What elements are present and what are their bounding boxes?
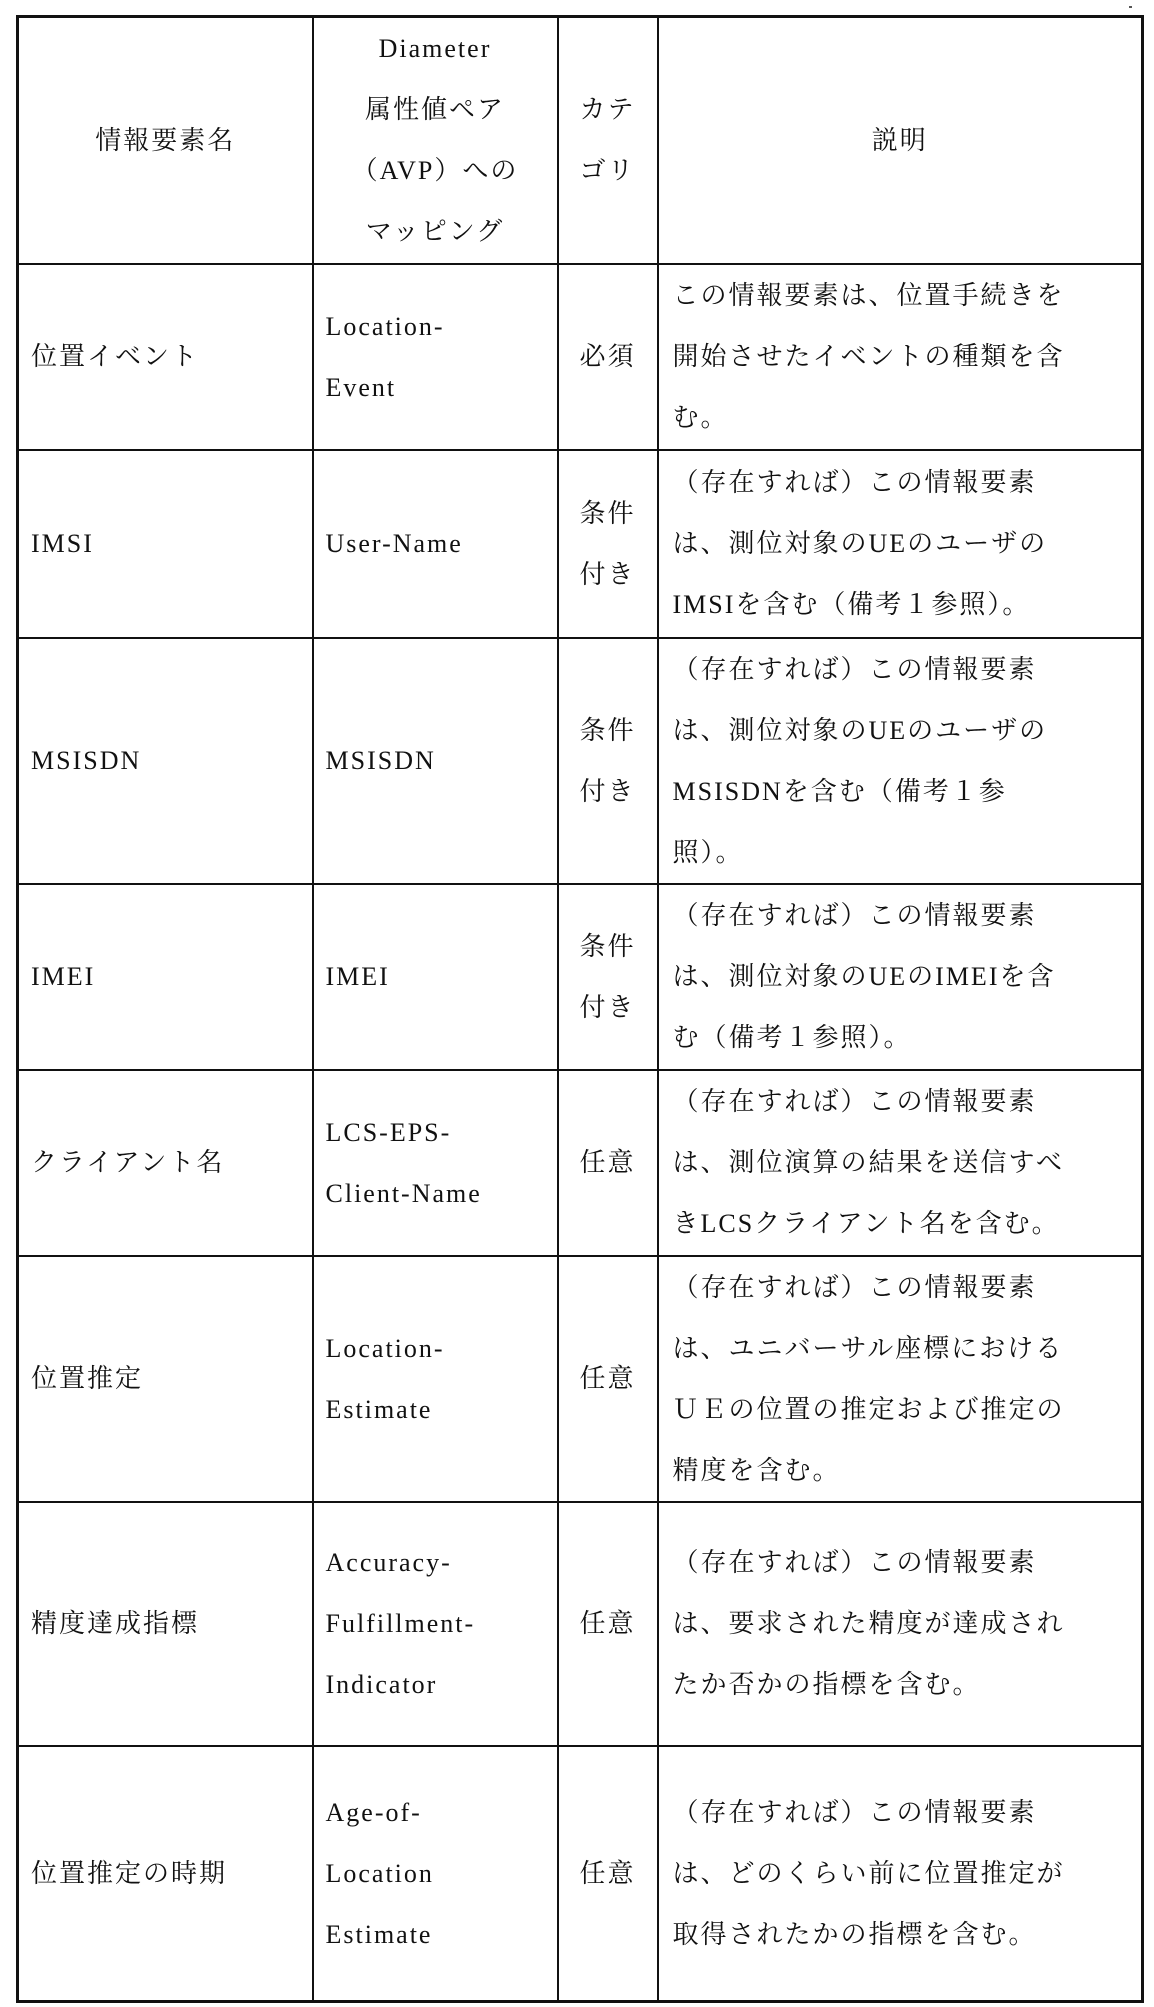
avp-mapping-cell	[313, 638, 558, 884]
category-cell	[558, 264, 658, 450]
avp-mapping-cell	[313, 1070, 558, 1256]
description-cell-line: は、測位対象のUEのユーザの	[673, 700, 1128, 761]
description-cell	[658, 1256, 1143, 1502]
category-cell-line: 条件	[563, 916, 653, 977]
element-name-cell-line: 位置推定	[31, 1348, 300, 1409]
description-cell-line: IMSIを含む（備考１参照）。	[673, 574, 1128, 635]
description-cell-line: む（備考１参照）。	[673, 1007, 1128, 1068]
element-name-cell	[18, 638, 313, 884]
category-cell-line: 任意	[563, 1843, 653, 1904]
element-name-cell-line: 位置推定の時期	[31, 1843, 300, 1904]
category-cell-line: ゴリ	[563, 140, 653, 201]
avp-mapping-cell-line: IMEI	[326, 946, 545, 1007]
description-cell-line: は、ユニバーサル座標における	[673, 1318, 1128, 1379]
category-cell	[558, 638, 658, 884]
table-row	[18, 1502, 1143, 1746]
description-cell-line: は、測位対象のUEのIMEIを含	[673, 946, 1128, 1007]
avp-mapping-cell-line: Age-of-	[326, 1782, 545, 1843]
avp-mapping-cell-line: マッピング	[326, 201, 545, 262]
description-cell-line: （存在すれば）この情報要素	[673, 1071, 1128, 1132]
description-cell-line: は、要求された精度が達成され	[673, 1593, 1128, 1654]
description-cell	[658, 264, 1143, 450]
description-cell-line: MSISDNを含む（備考１参	[673, 761, 1128, 822]
category-cell-line: 任意	[563, 1132, 653, 1193]
element-name-cell-line: クライアント名	[31, 1132, 300, 1193]
category-cell	[558, 17, 658, 264]
information-element-table	[16, 15, 1144, 2003]
description-cell	[658, 1746, 1143, 2002]
avp-mapping-cell-line: User-Name	[326, 513, 545, 574]
avp-mapping-cell	[313, 264, 558, 450]
avp-mapping-cell	[313, 1502, 558, 1746]
table-row	[18, 264, 1143, 450]
category-cell	[558, 1256, 658, 1502]
description-cell-line: は、測位対象のUEのユーザの	[673, 513, 1128, 574]
description-cell-line: （存在すれば）この情報要素	[673, 1532, 1128, 1593]
description-cell	[658, 638, 1143, 884]
avp-mapping-cell-line: Fulfillment-	[326, 1593, 545, 1654]
avp-mapping-cell-line: Diameter	[326, 18, 545, 79]
category-cell-line: 必須	[563, 326, 653, 387]
avp-mapping-cell-line: （AVP）への	[326, 140, 545, 201]
description-cell-line: きLCSクライアント名を含む。	[673, 1193, 1128, 1254]
category-cell-line: 付き	[563, 761, 653, 822]
element-name-cell	[18, 1070, 313, 1256]
description-cell-line: （存在すれば）この情報要素	[673, 1257, 1128, 1318]
description-cell	[658, 17, 1143, 264]
description-cell-line: む。	[673, 387, 1128, 448]
avp-mapping-cell-line: Indicator	[326, 1654, 545, 1715]
category-cell-line: 任意	[563, 1593, 653, 1654]
table-row	[18, 1746, 1143, 2002]
description-cell-line: 照）。	[673, 822, 1128, 883]
category-cell-line: 任意	[563, 1348, 653, 1409]
avp-mapping-cell-line: Estimate	[326, 1379, 545, 1440]
description-cell-line: は、どのくらい前に位置推定が	[673, 1843, 1128, 1904]
avp-mapping-cell-line: Accuracy-	[326, 1532, 545, 1593]
element-name-cell-line: 情報要素名	[31, 110, 300, 171]
category-cell-line: 付き	[563, 977, 653, 1038]
description-cell	[658, 1502, 1143, 1746]
element-name-cell	[18, 1746, 313, 2002]
element-name-cell-line: IMEI	[31, 946, 300, 1007]
description-cell-line: 説明	[671, 110, 1130, 171]
avp-mapping-cell	[313, 884, 558, 1070]
table-row	[18, 1256, 1143, 1502]
description-cell-line: 精度を含む。	[673, 1440, 1128, 1501]
category-cell	[558, 450, 658, 638]
table-row	[18, 884, 1143, 1070]
description-cell	[658, 1070, 1143, 1256]
element-name-cell	[18, 1502, 313, 1746]
avp-mapping-cell-line: MSISDN	[326, 730, 545, 791]
avp-mapping-cell	[313, 450, 558, 638]
avp-mapping-cell	[313, 17, 558, 264]
category-cell-line: 条件	[563, 700, 653, 761]
avp-mapping-cell-line: 属性値ペア	[326, 79, 545, 140]
avp-mapping-cell-line: Client-Name	[326, 1163, 545, 1224]
description-cell-line: 開始させたイベントの種類を含	[673, 326, 1128, 387]
description-cell-line: は、測位演算の結果を送信すべ	[673, 1132, 1128, 1193]
avp-mapping-cell	[313, 1256, 558, 1502]
category-cell	[558, 1070, 658, 1256]
element-name-cell-line: 精度達成指標	[31, 1593, 300, 1654]
avp-mapping-cell-line: Estimate	[326, 1904, 545, 1965]
description-cell-line: （存在すれば）この情報要素	[673, 639, 1128, 700]
category-cell-line: カテ	[563, 79, 653, 140]
category-cell	[558, 1502, 658, 1746]
category-cell-line: 条件	[563, 483, 653, 544]
category-cell	[558, 884, 658, 1070]
element-name-cell	[18, 1256, 313, 1502]
category-cell	[558, 1746, 658, 2002]
category-cell-line: 付き	[563, 544, 653, 605]
element-name-cell-line: MSISDN	[31, 730, 300, 791]
avp-mapping-cell-line: Location-	[326, 1318, 545, 1379]
description-cell	[658, 884, 1143, 1070]
element-name-cell	[18, 884, 313, 1070]
table-row	[18, 450, 1143, 638]
avp-mapping-cell	[313, 1746, 558, 2002]
element-name-cell-line: 位置イベント	[31, 326, 300, 387]
table-row	[18, 1070, 1143, 1256]
avp-mapping-cell-line: Location-	[326, 296, 545, 357]
description-cell-line: たか否かの指標を含む。	[673, 1654, 1128, 1715]
avp-mapping-cell-line: Event	[326, 357, 545, 418]
table-row	[18, 638, 1143, 884]
avp-mapping-cell-line: Location	[326, 1843, 545, 1904]
element-name-cell	[18, 17, 313, 264]
description-cell-line: （存在すれば）この情報要素	[673, 885, 1128, 946]
avp-mapping-cell-line: LCS-EPS-	[326, 1102, 545, 1163]
description-cell-line: （存在すれば）この情報要素	[673, 452, 1128, 513]
element-name-cell-line: IMSI	[31, 513, 300, 574]
description-cell	[658, 450, 1143, 638]
element-name-cell	[18, 264, 313, 450]
description-cell-line: この情報要素は、位置手続きを	[673, 265, 1128, 326]
description-cell-line: ＵＥの位置の推定および推定の	[673, 1379, 1128, 1440]
element-name-cell	[18, 450, 313, 638]
scan-speck	[1129, 6, 1132, 8]
description-cell-line: 取得されたかの指標を含む。	[673, 1904, 1128, 1965]
header-row	[18, 17, 1143, 264]
description-cell-line: （存在すれば）この情報要素	[673, 1782, 1128, 1843]
